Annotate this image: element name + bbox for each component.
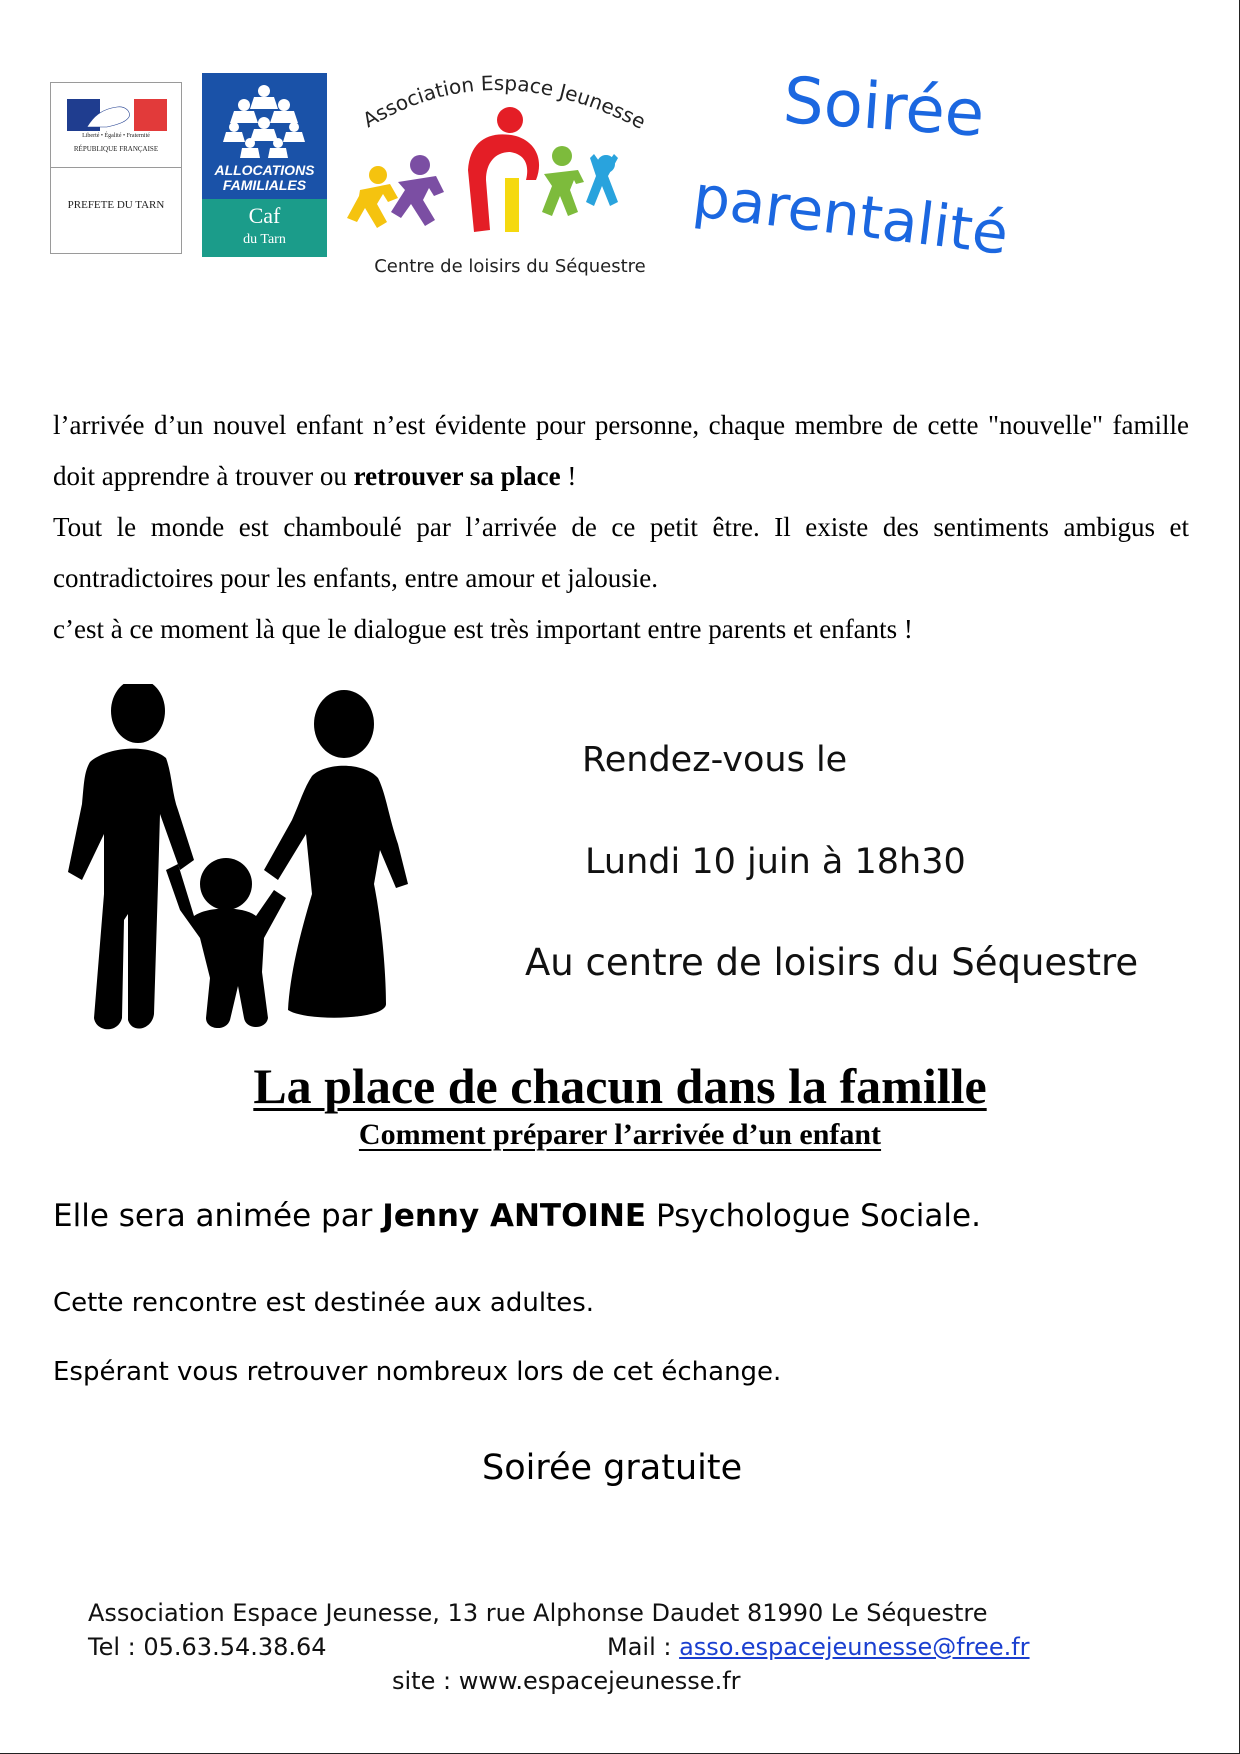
caf-line2: FAMILIALES	[222, 177, 307, 193]
topic-subtitle-text: Comment préparer l’arrivée d’un enfant	[358, 1118, 882, 1151]
event-date: Lundi 10 juin à 18h30	[585, 842, 966, 882]
intro-p1-start: l’arrivée d’un nouvel enfant n’est évidente pour personne, chaque membre de cette "nouvelle" famille doit apprendre à trouver ou	[53, 410, 1189, 491]
footer-website: site : www.espacejeunesse.fr	[392, 1667, 741, 1695]
host-name: Jenny ANTOINE	[382, 1198, 647, 1234]
association-emblem	[340, 60, 670, 260]
family-silhouette-icon	[68, 684, 428, 1034]
caf-line1: ALLOCATIONS	[214, 162, 315, 178]
prefecture-name: PREFETE DU TARN	[67, 199, 165, 211]
caf-region: du Tarn	[243, 232, 286, 247]
marianne-flag-area	[51, 83, 181, 168]
red-adult-figure	[468, 107, 539, 232]
yellow-child-figure	[347, 166, 398, 228]
republique-francaise: RÉPUBLIQUE FRANÇAISE	[73, 145, 159, 153]
intro-paragraph-3: c’est à ce moment là que le dialogue est très important entre parents et enfants !	[53, 614, 913, 644]
topic-title-text: La place de chacun dans la famille	[253, 1058, 987, 1114]
caf-logo	[202, 73, 327, 257]
rendezvous-label: Rendez-vous le	[582, 740, 848, 780]
purple-child-figure	[391, 155, 444, 226]
caf-people-icon	[222, 83, 307, 159]
host-prefix: Elle sera animée par	[53, 1198, 383, 1234]
association-logo	[340, 60, 670, 290]
footer-mail	[607, 1633, 1030, 1661]
caf-name-box	[202, 199, 327, 257]
host-role: Psychologue Sociale.	[646, 1198, 981, 1234]
association-subtitle: Centre de loisirs du Séquestre	[374, 256, 646, 277]
intro-paragraph-1	[53, 400, 1189, 502]
intro-text	[53, 400, 1189, 655]
event-location: Au centre de loisirs du Séquestre	[525, 941, 1139, 984]
audience-note: Cette rencontre est destinée aux adultes.	[53, 1288, 595, 1318]
topic-title	[0, 1057, 1240, 1115]
footer-address: Association Espace Jeunesse, 13 rue Alphonse Daudet 81990 Le Séquestre	[88, 1599, 988, 1627]
footer-phone: Tel : 05.63.54.38.64	[88, 1633, 327, 1661]
yellow-small-figure	[505, 178, 519, 232]
footer-mail-label: Mail :	[607, 1633, 680, 1661]
intro-paragraph-2: Tout le monde est chamboulé par l’arrivée de ce petit être. Il existe des sentiments ambigus et contradictoires pour les enfants, entre amour et jalousie.	[53, 512, 1189, 593]
prefecture-logo	[50, 82, 182, 254]
email-link[interactable]: asso.espacejeunesse@free.fr	[679, 1633, 1030, 1661]
caf-allocations-label	[202, 163, 327, 193]
closing-note: Espérant vous retrouver nombreux lors de cet échange.	[53, 1357, 782, 1387]
green-child-figure	[542, 146, 584, 216]
caf-name: Caf	[248, 203, 281, 228]
intro-p1-bold: retrouver sa place	[353, 461, 561, 491]
intro-p1-end: !	[560, 461, 577, 491]
marianne-flag-icon	[67, 99, 167, 131]
host-line	[53, 1198, 981, 1234]
blue-child-figure	[586, 154, 618, 206]
title-soiree: Soirée	[780, 64, 987, 152]
free-event-note: Soirée gratuite	[482, 1448, 743, 1488]
association-arc-text: Association Espace Jeunesse	[358, 70, 650, 134]
topic-subtitle	[0, 1118, 1240, 1152]
prefecture-motto: Liberté • Égalité • Fraternité	[82, 133, 150, 139]
title-parentalite: parentalité	[689, 162, 1012, 269]
